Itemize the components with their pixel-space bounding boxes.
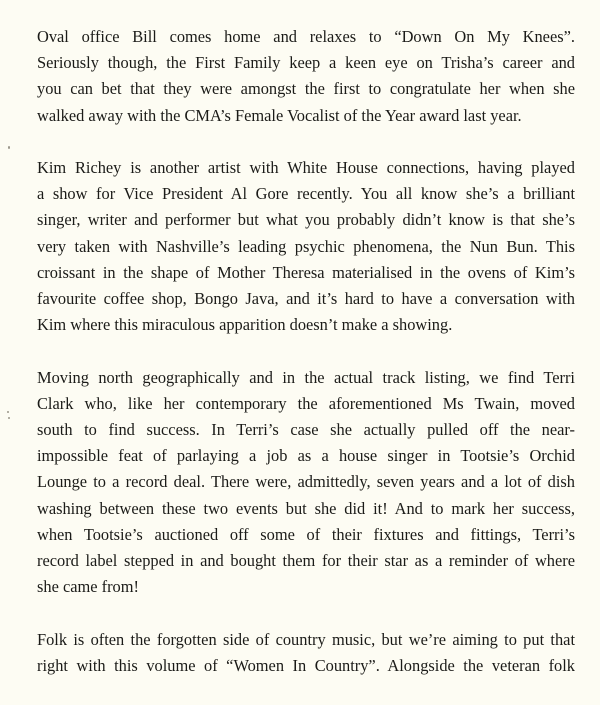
text-line: record label stepped in and bought them for their star as a reminder of where [37, 551, 575, 571]
paragraph-3 [37, 365, 575, 601]
text-line: Moving north geographically and in the actual track listing, we find Terri [37, 367, 575, 387]
text-line: singer, writer and performer but what you probably didn’t know is that she’s [37, 210, 575, 230]
text-line: impossible feat of parlaying a job as a house singer in Tootsie’s Orchid [37, 446, 575, 466]
text-line: Folk is often the forgotten side of country music, but we’re aiming to put that [37, 629, 575, 649]
text-line: walked away with the CMA’s Female Vocalist of the Year award last year. [37, 105, 522, 125]
paper-speck [8, 417, 10, 419]
text-line: washing between these two events but she did it! And to mark her success, [37, 498, 575, 518]
text-line: she came from! [37, 577, 139, 597]
text-line: very taken with Nashville’s leading psychic phenomena, the Nun Bun. This [37, 236, 575, 256]
text-line: Kim where this miraculous apparition doesn’t make a showing. [37, 315, 453, 335]
paragraph-2 [37, 155, 575, 338]
text-line: right with this volume of “Women In Country”. Alongside the veteran folk [37, 655, 575, 675]
paragraph-4 [37, 627, 575, 679]
text-line: south to find success. In Terri’s case she actually pulled off the near- [37, 420, 575, 440]
text-line: croissant in the shape of Mother Theresa materialised in the ovens of Kim’s [37, 262, 575, 282]
text-line: Kim Richey is another artist with White House connections, having played [37, 158, 575, 177]
paper-speck [7, 411, 9, 413]
text-line: favourite coffee shop, Bongo Java, and it’s hard to have a conversation with [37, 289, 575, 309]
text-line: you can bet that they were amongst the first to congratulate her when she [37, 79, 575, 99]
text-line: Clark who, like her contemporary the aforementioned Ms Twain, moved [37, 393, 575, 413]
paper-speck [8, 146, 10, 149]
text-line: a show for Vice President Al Gore recently. You all know she’s a brilliant [37, 184, 575, 204]
paragraph-1 [37, 24, 575, 129]
text-line: when Tootsie’s auctioned off some of their fixtures and fittings, Terri’s [37, 524, 575, 544]
body-text [37, 24, 575, 705]
text-line: Oval office Bill comes home and relaxes to “Down On My Knees”. [37, 27, 575, 46]
text-line: Seriously though, the First Family keep a keen eye on Trisha’s career and [37, 53, 575, 73]
text-line: Lounge to a record deal. There were, admittedly, seven years and a lot of dish [37, 472, 575, 492]
